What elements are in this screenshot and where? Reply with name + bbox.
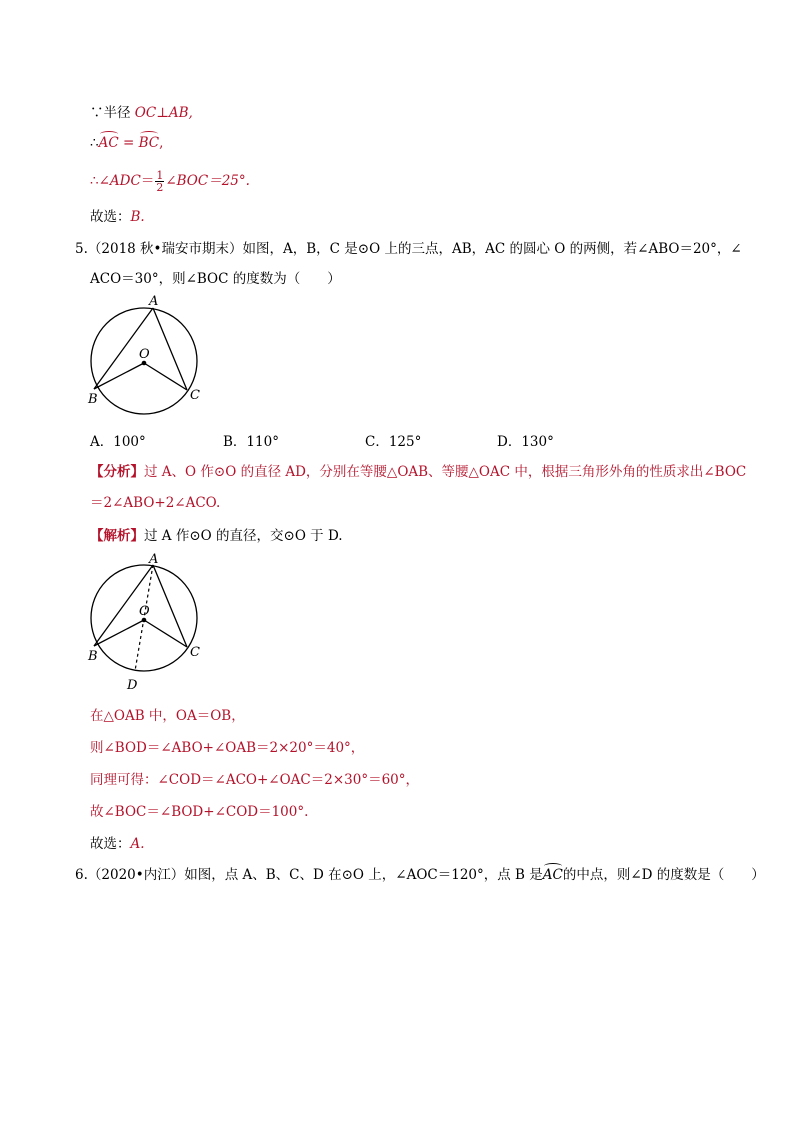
reason-line-3 xyxy=(90,170,250,193)
analysis-line-2 xyxy=(90,494,220,512)
segment-ob xyxy=(94,363,144,389)
fraction-half xyxy=(155,170,164,193)
question-number: 6. xyxy=(75,867,88,883)
analysis-tag: 【分析】 xyxy=(90,464,144,480)
option-d[interactable]: D．130° xyxy=(497,434,554,450)
question-text: 的中点，则∠D 的度数是（ ） xyxy=(562,867,765,883)
label-a: A xyxy=(149,294,159,309)
analysis-text: 过 A、O 作⊙O 的直径 AD，分别在等腰△OAB、等腰△OAC 中，根据三角形外角的性质求出∠BOC xyxy=(144,464,747,480)
label-o: O xyxy=(139,604,150,619)
angle-boc-result: ∠BOC＝25°. xyxy=(165,173,250,189)
question-text: （2018 秋•瑞安市期末）如图，A，B，C 是⊙O 上的三点，AB，AC 的圆心 O 的两侧，若∠ABO＝20°，∠ xyxy=(87,241,742,257)
fraction-numerator: 1 xyxy=(156,169,164,182)
arc-ac: AC xyxy=(98,135,119,151)
analysis-text: ＝2∠ABO+2∠ACO. xyxy=(90,495,221,511)
question-number: 5. xyxy=(75,241,88,257)
equals-sign: ＝ xyxy=(140,173,155,189)
option-c[interactable]: C．125° xyxy=(365,434,422,450)
analysis-line-1 xyxy=(90,463,746,481)
segment-ob xyxy=(94,620,144,646)
reason-expr: OC⊥AB, xyxy=(134,105,193,121)
answer-line-q4 xyxy=(90,208,145,226)
arc-bc: BC xyxy=(138,135,160,151)
answer-label: 故选： xyxy=(90,209,131,225)
work-line-3: 同理可得：∠COD＝∠ACO+∠OAC＝2×30°＝60°， xyxy=(90,772,420,788)
segment-oc xyxy=(144,620,187,647)
q6-stem xyxy=(75,866,765,884)
segment-ac xyxy=(153,308,187,390)
solution-tag: 【解析】 xyxy=(90,528,144,544)
label-d: D xyxy=(127,678,138,693)
fraction-denominator: 2 xyxy=(156,181,164,194)
work-line-1: 在△OAB 中，OA＝OB， xyxy=(90,708,245,724)
label-o: O xyxy=(139,347,150,362)
q5-stem-line-2 xyxy=(90,270,341,288)
circle-figure-2 xyxy=(80,552,210,697)
solution-line xyxy=(90,527,343,545)
work-line-4: 故∠BOC＝∠BOD+∠COD＝100°. xyxy=(90,804,309,820)
therefore-symbol: ∴ xyxy=(90,135,99,151)
reason-text: ∵半径 xyxy=(90,105,135,121)
solution-text: 过 A 作⊙O 的直径，交⊙O 于 D. xyxy=(144,528,343,544)
arc-ac: AC xyxy=(542,867,563,883)
answer-label: 故选： xyxy=(90,836,131,852)
label-b: B xyxy=(88,392,98,407)
label-c: C xyxy=(190,388,200,403)
angle-adc: ADC xyxy=(109,173,141,189)
option-a[interactable]: A．100° xyxy=(90,434,146,450)
question-text: ACO＝30°，则∠BOC 的度数为（ ） xyxy=(90,271,341,287)
q5-stem-line-1 xyxy=(75,240,742,258)
angle-prefix: ∴∠ xyxy=(90,173,110,189)
work-line-2: 则∠BOD＝∠ABO+∠OAB＝2×20°＝40°， xyxy=(90,740,365,756)
comma: , xyxy=(159,135,164,151)
circle-figure-1 xyxy=(80,292,210,417)
label-c: C xyxy=(190,645,200,660)
segment-oc xyxy=(144,363,187,390)
option-b[interactable]: B．110° xyxy=(223,434,279,450)
label-b: B xyxy=(88,649,98,664)
reason-line-1 xyxy=(90,104,193,122)
reason-line-2 xyxy=(90,134,163,152)
question-text: （2020•内江）如图，点 A、B、C、D 在⊙O 上，∠AOC＝120°，点 B 是 xyxy=(87,867,543,883)
answer-line-q5 xyxy=(90,835,145,853)
equals-sign: = xyxy=(118,135,139,151)
answer-value: A. xyxy=(130,836,145,852)
answer-value: B. xyxy=(130,209,145,225)
label-a: A xyxy=(149,552,159,567)
segment-ac xyxy=(153,565,187,647)
